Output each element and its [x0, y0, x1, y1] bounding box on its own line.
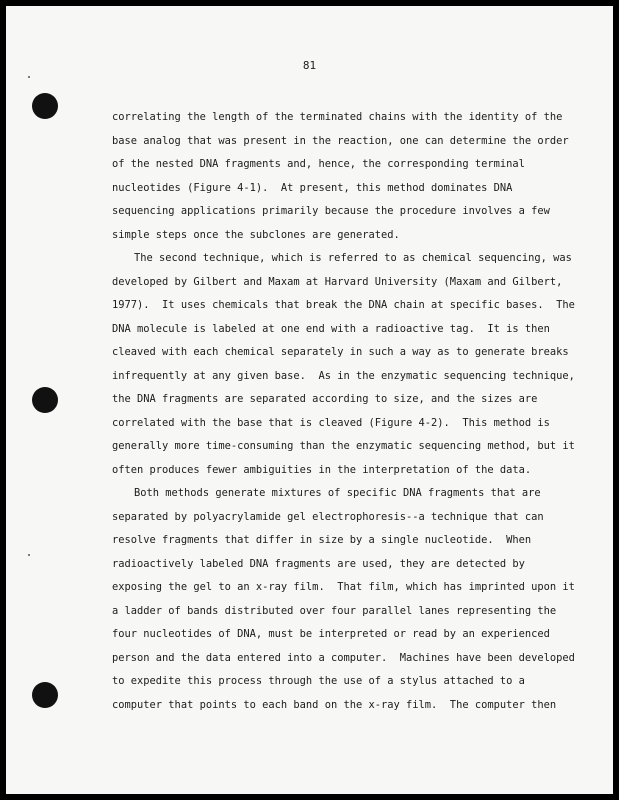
- paragraph-3-line: person and the data entered into a computer. Machines have been developed: [112, 651, 575, 664]
- paragraph-2-line: The second technique, which is referred to as chemical sequencing, was: [134, 252, 572, 264]
- paragraph-1-line: nucleotides (Figure 4-1). At present, this method dominates DNA: [112, 181, 513, 194]
- paragraph-3-line: exposing the gel to an x-ray film. That film, which has imprinted upon it: [112, 581, 575, 593]
- paragraph-3-line: separated by polyacrylamide gel electrophoresis--a technique that can: [112, 510, 544, 523]
- paragraph-3-line: resolve fragments that differ in size by a single nucleotide. When: [112, 534, 532, 546]
- paragraph-3-line: four nucleotides of DNA, must be interpreted or read by an experienced: [112, 628, 550, 640]
- paragraph-1-line: base analog that was present in the reaction, one can determine the order: [112, 134, 569, 147]
- paragraph-2-line: often produces fewer ambiguities in the interpretation of the data.: [112, 463, 532, 476]
- paragraph-2-line: developed by Gilbert and Maxam at Harvard University (Maxam and Gilbert,: [112, 275, 563, 288]
- binder-hole-bottom: [32, 682, 58, 708]
- paragraph-1-line: of the nested DNA fragments and, hence, the corresponding terminal: [112, 158, 525, 170]
- paragraph-2-line: infrequently at any given base. As in the enzymatic sequencing technique,: [112, 369, 575, 382]
- paragraph-1-line: correlating the length of the terminated chains with the identity of the: [112, 111, 563, 123]
- paragraph-3-line: to expedite this process through the use of a stylus attached to a: [112, 675, 525, 687]
- paragraph-2-line: the DNA fragments are separated according to size, and the sizes are: [112, 393, 538, 405]
- paragraph-3-line: Both methods generate mixtures of specific DNA fragments that are: [134, 487, 541, 499]
- paragraph-1-line: sequencing applications primarily because the procedure involves a few: [112, 205, 550, 217]
- paper-speck: [28, 76, 30, 78]
- paragraph-1-line: simple steps once the subclones are generated.: [112, 228, 400, 241]
- paragraph-3-line: computer that points to each band on the x-ray film. The computer then: [112, 698, 557, 711]
- paragraph-2-line: DNA molecule is labeled at one end with a radioactive tag. It is then: [112, 322, 550, 335]
- body-text: [112, 106, 575, 717]
- paragraph-2-line: 1977). It uses chemicals that break the DNA chain at specific bases. The: [112, 299, 575, 311]
- document-page: [6, 6, 613, 794]
- paragraph-3-line: radioactively labeled DNA fragments are used, they are detected by: [112, 557, 525, 570]
- binder-hole-middle: [32, 387, 58, 413]
- paragraph-2-line: generally more time-consuming than the enzymatic sequencing method, but it: [112, 440, 575, 452]
- paragraph-2-line: correlated with the base that is cleaved (Figure 4-2). This method is: [112, 416, 550, 429]
- paragraph-2-line: cleaved with each chemical separately in such a way as to generate breaks: [112, 346, 569, 358]
- paper-speck: [28, 554, 30, 556]
- page-number: 81: [302, 59, 317, 72]
- binder-hole-top: [32, 93, 58, 119]
- paragraph-3-line: a ladder of bands distributed over four parallel lanes representing the: [112, 604, 557, 617]
